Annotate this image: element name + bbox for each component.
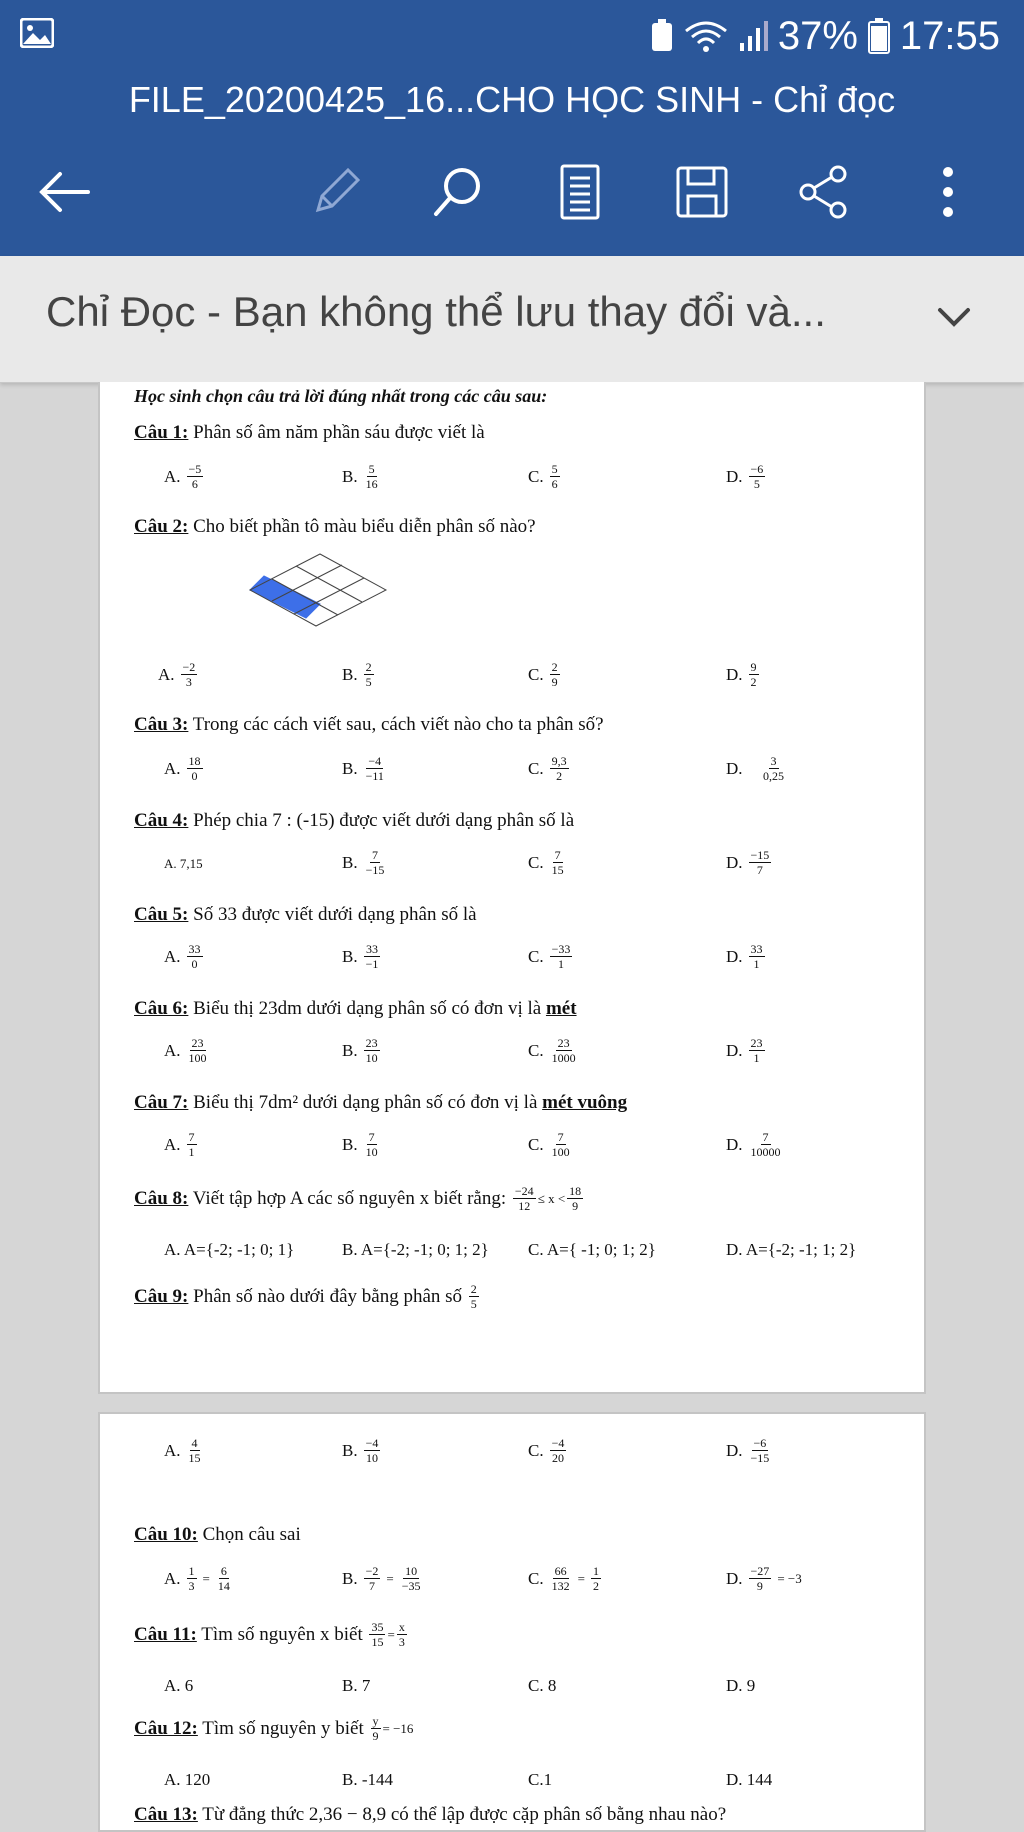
signal-icon [738,19,768,53]
question-3: Câu 3: Trong các cách viết sau, cách viết nào cho ta phân số? [134,714,604,735]
clock: 17:55 [899,13,1000,58]
question-8: Câu 8: Viết tập hợp A các số nguyên x biết rằng: $\frac{-24}{12}$ ≤ x < $\frac{18}{9}$ [134,1184,582,1213]
document-title: FILE_20200425_16...CHO HỌC SINH - Chỉ đọc [0,72,1024,132]
battery-saver-icon [650,19,674,53]
question-6: Câu 6: Biểu thị 23dm dưới dạng phân số có đơn vị là mét [134,998,577,1019]
pencil-icon [308,164,364,220]
q9-option-c: C. $\frac{-4}{20}$ [528,1436,565,1465]
q4-option-b: B. $\frac{7}{-15}$ [342,848,385,877]
share-icon [796,164,852,220]
q6-option-c: C. $\frac{23}{1000}$ [528,1036,576,1065]
q5-option-b: B. $\frac{33}{-1}$ [342,942,379,971]
q10-option-b: B. $\frac{-2}{7}$ = $\frac{10}{-35}$ [342,1564,421,1593]
more-options-button[interactable] [908,152,988,232]
question-11: Câu 11: Tìm số nguyên x biết $\frac{35}{15}$ = $\frac{x}{3}$ [134,1620,405,1649]
q4-option-d: D. $\frac{-15}{7}$ [726,848,770,877]
q4-option-c: C. $\frac{7}{15}$ [528,848,564,877]
q2-option-d: D. $\frac{9}{2}$ [726,660,757,689]
q9-option-b: B. $\frac{-4}{10}$ [342,1436,379,1465]
instruction: Học sinh chọn câu trả lời đúng nhất trong các câu sau: [134,386,548,406]
question-7: Câu 7: Biểu thị 7dm² dưới dạng phân số có đơn vị là mét vuông [134,1092,628,1113]
question-10: Câu 10: Chọn câu sai [134,1524,301,1545]
q4-option-a: A. 7,15 [164,856,203,871]
q1-option-c: C. $\frac{5}{6}$ [528,462,558,491]
back-arrow-icon [36,170,92,214]
q7-option-c: C. $\frac{7}{100}$ [528,1130,570,1159]
document-page-2 [98,1412,926,1832]
question-9: Câu 9: Phân số nào dưới đây bằng phân số $\frac{2}{5}$ [134,1282,477,1311]
q3-option-d: D. $\frac{3}{0,25}$ [726,754,785,783]
q3-option-a: A. $\frac{18}{0}$ [164,754,201,783]
question-12: Câu 12: Tìm số nguyên y biết $\frac{y}{9}$ = −16 [134,1714,414,1743]
edit-button[interactable] [296,152,376,232]
q5-option-d: D. $\frac{33}{1}$ [726,942,763,971]
q6-option-b: B. $\frac{23}{10}$ [342,1036,378,1065]
q8-option-a: A. A={-2; -1; 0; 1} [164,1240,295,1259]
q9-option-d: D. $\frac{-6}{-15}$ [726,1436,770,1465]
q8-option-d: D. A={-2; -1; 1; 2} [726,1240,857,1259]
readonly-banner-text: Chỉ Đọc - Bạn không thể lưu thay đổi và... [46,288,826,335]
document-page-1 [98,382,926,1394]
chevron-down-icon[interactable] [932,296,976,340]
reading-view-button[interactable] [540,152,620,232]
q10-option-a: A. $\frac{1}{3}$ = $\frac{6}{14}$ [164,1564,230,1593]
q10-option-d: D. $\frac{-27}{9}$ = −3 [726,1564,802,1593]
q3-option-c: C. $\frac{9,3}{2}$ [528,754,567,783]
question-1: Câu 1: Phân số âm năm phần sáu được viết là [134,422,485,443]
search-button[interactable] [418,152,498,232]
q7-option-b: B. $\frac{7}{10}$ [342,1130,378,1159]
q7-option-d: D. $\frac{7}{10000}$ [726,1130,781,1159]
readonly-banner[interactable] [0,256,1024,383]
q12-option-d: D. 144 [726,1770,773,1789]
q2-option-c: C. $\frac{2}{9}$ [528,660,558,689]
q5-option-a: A. $\frac{33}{0}$ [164,942,201,971]
q8-option-c: C. A={ -1; 0; 1; 2} [528,1240,656,1259]
q10-option-c: C. $\frac{66}{132}$ = $\frac{1}{2}$ [528,1564,599,1593]
battery-icon [868,18,890,54]
q6-option-d: D. $\frac{23}{1}$ [726,1036,763,1065]
search-icon [430,164,486,220]
question-5: Câu 5: Số 33 được viết dưới dạng phân số là [134,904,477,925]
q1-option-b: B. $\frac{5}{16}$ [342,462,378,491]
q1-option-a: A. $\frac{-5}{6}$ [164,462,202,491]
q3-option-b: B. $\frac{-4}{-11}$ [342,754,384,783]
q12-option-c: C.1 [528,1770,553,1789]
q2-option-a: A. $\frac{-2}{3}$ [158,660,196,689]
q8-option-b: B. A={-2; -1; 0; 1; 2} [342,1240,489,1259]
question-2: Câu 2: Cho biết phần tô màu biểu diễn phân số nào? [134,516,536,537]
q9-option-a: A. $\frac{4}{15}$ [164,1436,201,1465]
document-icon [558,164,602,220]
save-icon [674,164,730,220]
status-bar [0,0,1024,72]
shaded-grid-figure [248,552,388,642]
q2-option-b: B. $\frac{2}{5}$ [342,660,372,689]
toolbar [0,132,1024,256]
q1-option-d: D. $\frac{-6}{5}$ [726,462,764,491]
q11-option-b: B. 7 [342,1676,371,1695]
q12-option-b: B. -144 [342,1770,393,1789]
back-button[interactable] [24,152,104,232]
gallery-icon [20,18,54,48]
q11-option-c: C. 8 [528,1676,557,1695]
q6-option-a: A. $\frac{23}{100}$ [164,1036,207,1065]
question-4: Câu 4: Phép chia 7 : (-15) được viết dưới dạng phân số là [134,810,575,831]
q11-option-d: D. 9 [726,1676,756,1695]
more-vertical-icon [938,164,958,220]
q5-option-c: C. $\frac{-33}{1}$ [528,942,571,971]
battery-percent: 37% [777,13,858,58]
q7-option-a: A. $\frac{7}{1}$ [164,1130,195,1159]
question-13: Câu 13: Từ đẳng thức 2,36 − 8,9 có thể lập được cặp phân số bằng nhau nào? [134,1804,727,1825]
save-button[interactable] [662,152,742,232]
q11-option-a: A. 6 [164,1676,194,1695]
q12-option-a: A. 120 [164,1770,211,1789]
share-button[interactable] [784,152,864,232]
wifi-icon [684,19,728,53]
